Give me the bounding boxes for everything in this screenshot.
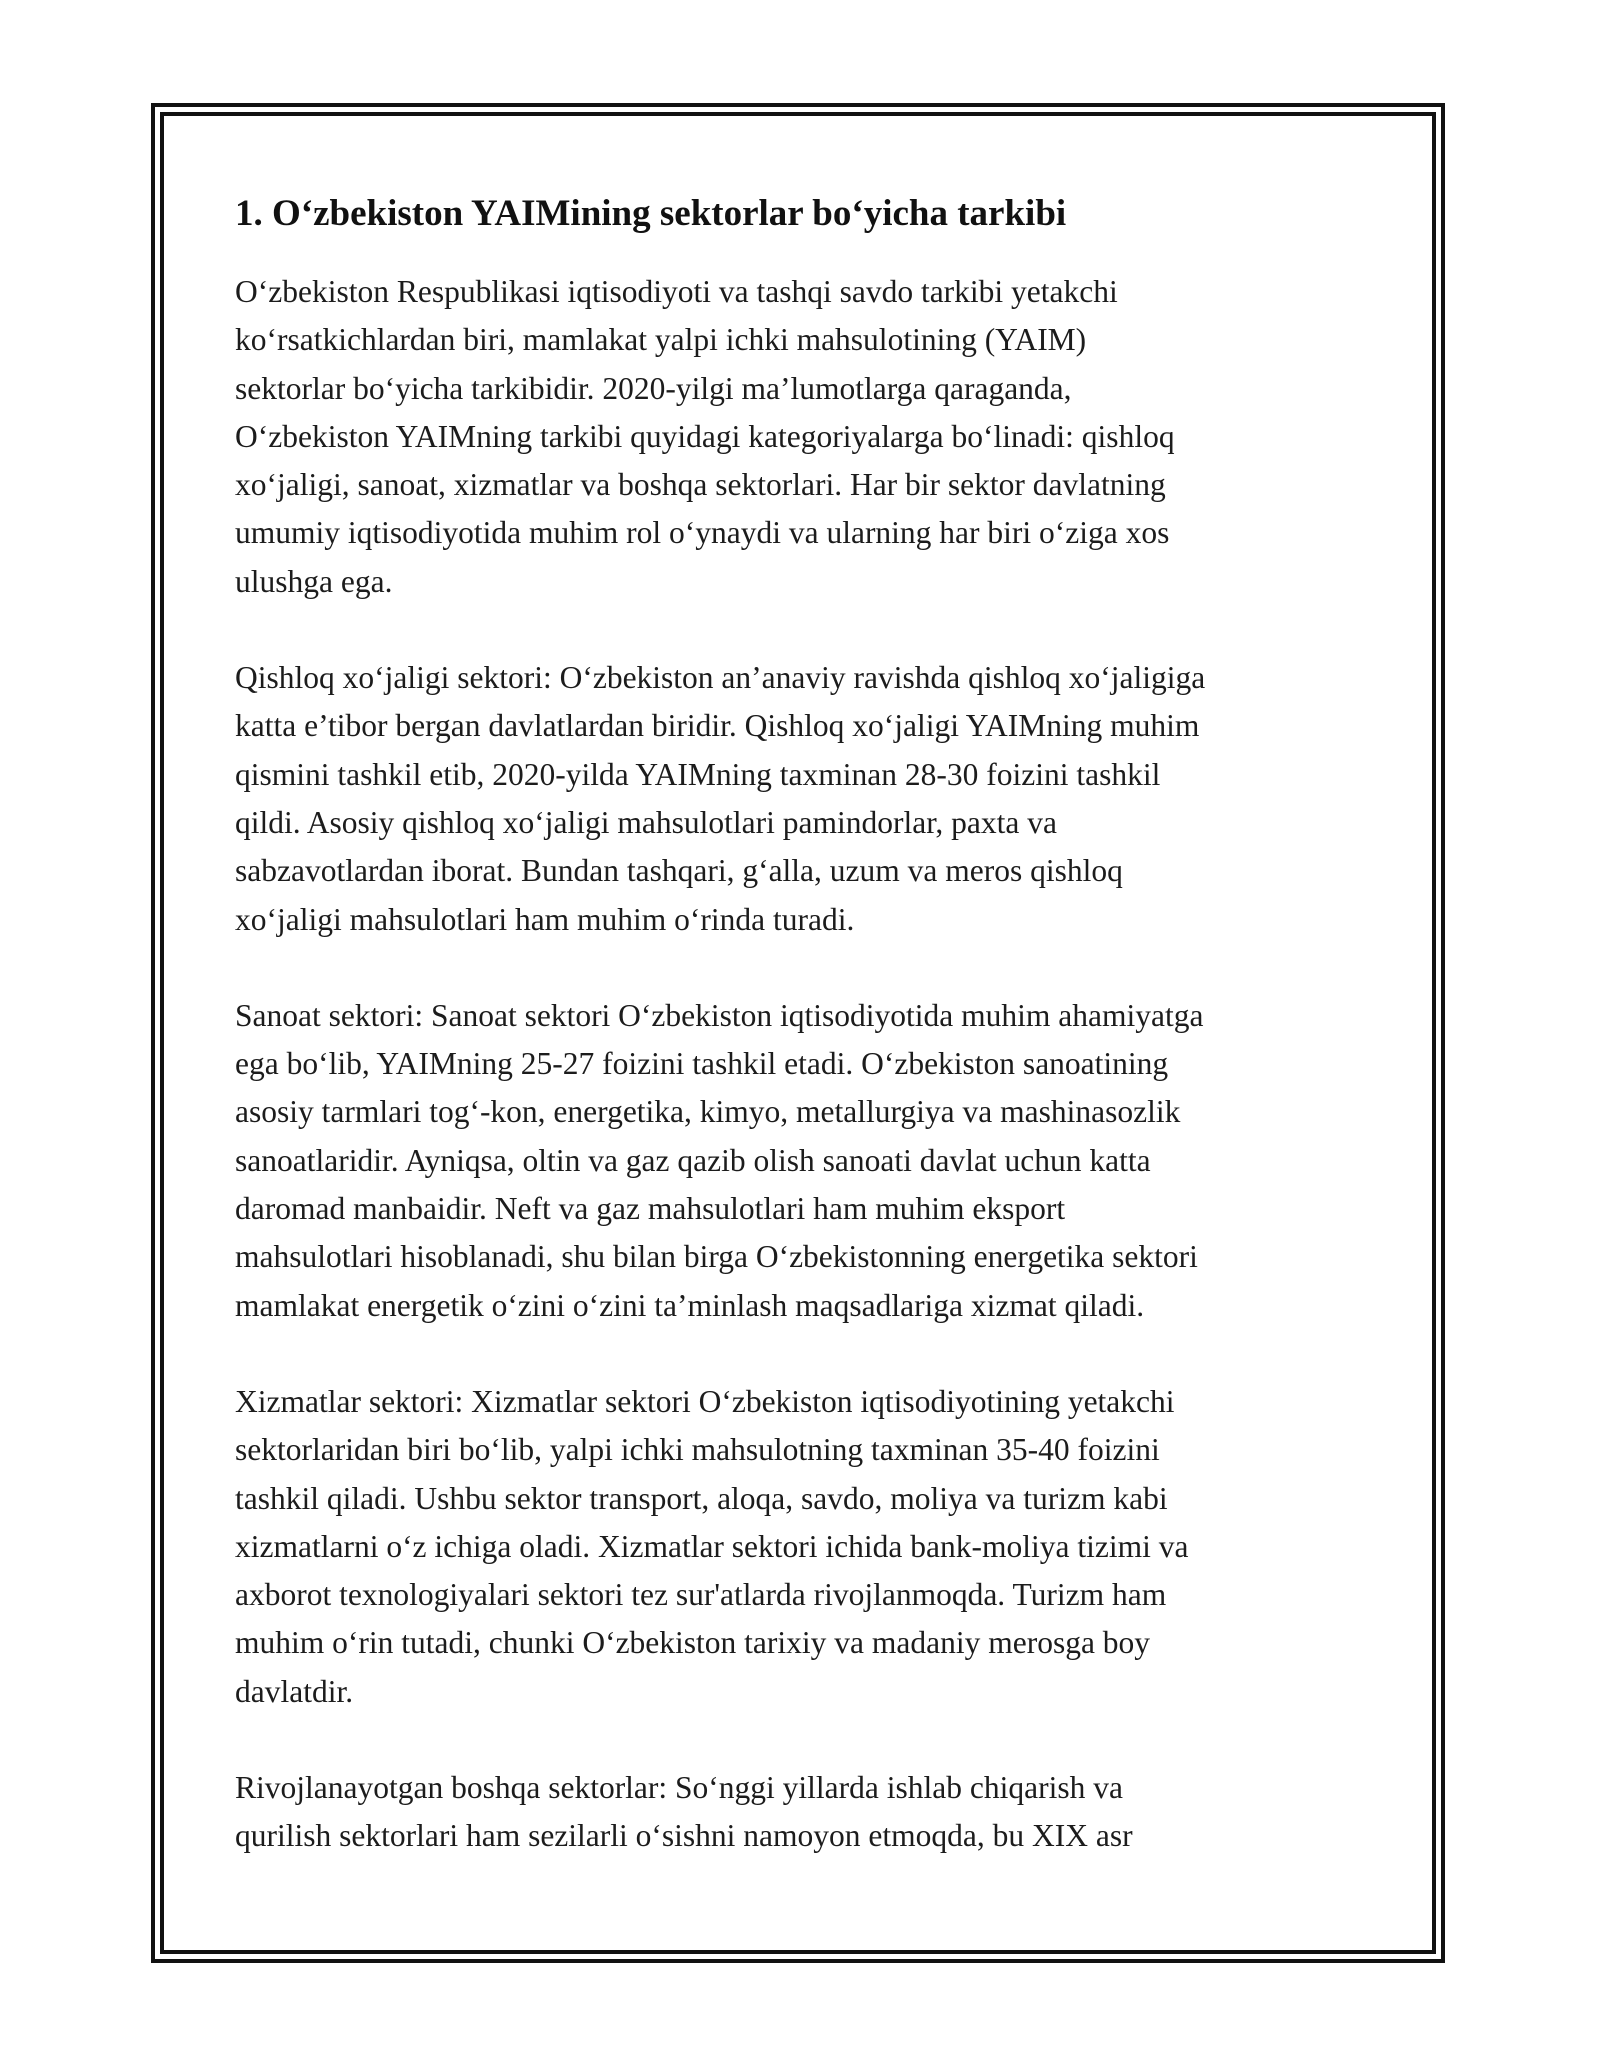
text-line: asosiy tarmlari tog‘-kon, energetika, kimyo, metallurgiya va mashinasozlik — [235, 1094, 1181, 1130]
text-line: tashkil qiladi. Ushbu sektor transport, aloqa, savdo, moliya va turizm kabi — [235, 1480, 1168, 1516]
text-line: umumiy iqtisodiyotida muhim rol o‘ynaydi va ularning har biri o‘ziga xos — [235, 515, 1170, 551]
text-line: davlatdir. — [235, 1673, 354, 1709]
text-line: qurilish sektorlari ham sezilarli o‘sishni namoyon etmoqda, bu XIX asr — [235, 1818, 1133, 1854]
text-line: Rivojlanayotgan boshqa sektorlar: So‘nggi yillarda ishlab chiqarish va — [235, 1770, 1123, 1806]
text-line: Sanoat sektori: Sanoat sektori O‘zbekiston iqtisodiyotida muhim ahamiyatga — [235, 997, 1204, 1033]
text-line: axborot texnologiyalari sektori tez sur'atlarda rivojlanmoqda. Turizm ham — [235, 1577, 1167, 1613]
text-line: mahsulotlari hisoblanadi, shu bilan birga O‘zbekistonning energetika sektori — [235, 1239, 1198, 1275]
text-line: sabzavotlardan iborat. Bundan tashqari, g‘alla, uzum va meros qishloq — [235, 853, 1123, 889]
text-line: ko‘rsatkichlardan biri, mamlakat yalpi ichki mahsulotining (YAIM) — [235, 322, 1087, 358]
paragraph-other-sectors — [235, 1764, 1375, 1861]
text-line: O‘zbekiston YAIMning tarkibi quyidagi kategoriyalarga bo‘linadi: qishloq — [235, 418, 1175, 454]
paragraph-industry — [235, 992, 1375, 1330]
paragraph-intro — [235, 268, 1375, 606]
text-line: xo‘jaligi, sanoat, xizmatlar va boshqa sektorlari. Har bir sektor davlatning — [235, 467, 1166, 503]
section-heading: 1. O‘zbekiston YAIMining sektorlar bo‘yicha tarkibi — [235, 193, 1067, 234]
paragraph-agriculture — [235, 654, 1375, 944]
text-line: mamlakat energetik o‘zini o‘zini ta’minlash maqsadlariga xizmat qiladi. — [235, 1287, 1145, 1323]
text-line: sektorlaridan biri bo‘lib, yalpi ichki mahsulotning taxminan 35-40 foizini — [235, 1432, 1160, 1468]
text-line: qildi. Asosiy qishloq xo‘jaligi mahsulotlari pamindorlar, paxta va — [235, 804, 1057, 840]
text-line: daromad manbaidir. Neft va gaz mahsulotlari ham muhim eksport — [235, 1191, 1066, 1227]
paragraph-services — [235, 1378, 1375, 1716]
text-line: sanoatlaridir. Ayniqsa, oltin va gaz qazib olish sanoati davlat uchun katta — [235, 1142, 1151, 1178]
text-line: ega bo‘lib, YAIMning 25-27 foizini tashkil etadi. O‘zbekiston sanoatining — [235, 1046, 1169, 1082]
text-line: xizmatlarni o‘z ichiga oladi. Xizmatlar sektori ichida bank-moliya tizimi va — [235, 1528, 1189, 1564]
text-line: Qishloq xo‘jaligi sektori: O‘zbekiston an’anaviy ravishda qishloq xo‘jaligiga — [235, 660, 1206, 696]
text-line: O‘zbekiston Respublikasi iqtisodiyoti va tashqi savdo tarkibi yetakchi — [235, 274, 1118, 309]
text-line: xo‘jaligi mahsulotlari ham muhim o‘rinda turadi. — [235, 901, 855, 937]
text-line: Xizmatlar sektori: Xizmatlar sektori O‘zbekiston iqtisodiyotining yetakchi — [235, 1383, 1175, 1419]
document-body — [235, 186, 1375, 1909]
text-line: ulushga ega. — [235, 563, 393, 599]
text-line: qismini tashkil etib, 2020-yilda YAIMning taxminan 28-30 foizini tashkil — [235, 756, 1161, 792]
text-line: muhim o‘rin tutadi, chunki O‘zbekiston tarixiy va madaniy merosga boy — [235, 1625, 1151, 1661]
text-line: katta e’tibor bergan davlatlardan biridir. Qishloq xo‘jaligi YAIMning muhim — [235, 708, 1200, 744]
text-line: sektorlar bo‘yicha tarkibidir. 2020-yilgi ma’lumotlarga qaraganda, — [235, 370, 1072, 406]
